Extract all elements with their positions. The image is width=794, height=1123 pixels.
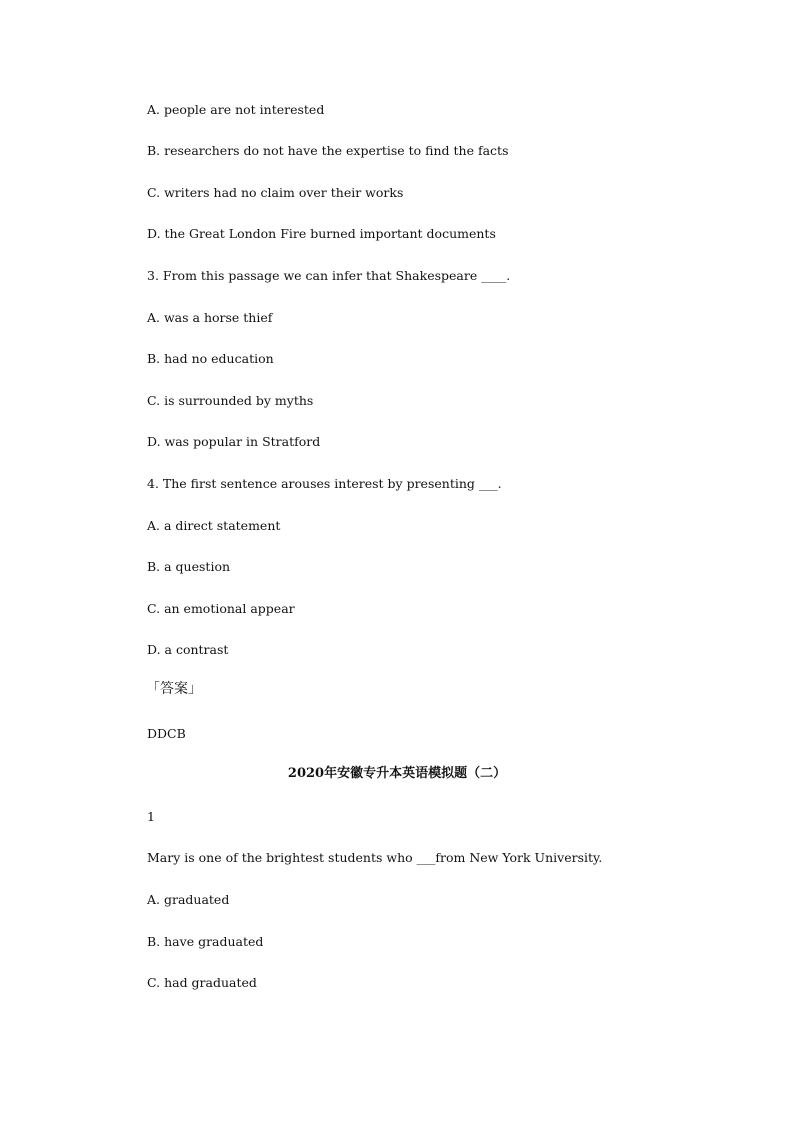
answer-label: 「答案」 [146,681,202,697]
q4-option-b: B. a question [147,559,231,574]
q3-option-c: C. is surrounded by myths [147,393,314,408]
q4-question: 4. The first sentence arouses interest by presenting ___. [147,476,502,491]
s2-q1-question: Mary is one of the brightest students who ___from New York University. [147,850,603,865]
q3-option-b: B. had no education [147,351,274,366]
q3-question: 3. From this passage we can infer that Shakespeare ____. [147,268,511,283]
s2-q1-option-b: B. have graduated [147,934,264,949]
q2-option-a: A. people are not interested [147,102,325,117]
answer-value: DDCB [147,726,186,741]
q4-option-a: A. a direct statement [147,518,281,533]
q3-option-a: A. was a horse thief [147,310,273,325]
s2-q1-option-a: A. graduated [147,892,230,907]
q3-option-d: D. was popular in Stratford [147,434,321,449]
s2-q1-option-c: C. had graduated [147,975,257,990]
section-title: 2020年安徽专升本英语模拟题（二） [287,766,507,781]
q2-option-b: B. researchers do not have the expertise to find the facts [147,143,509,158]
q2-option-d: D. the Great London Fire burned important documents [147,226,496,241]
question-number: 1 [147,809,155,824]
q4-option-c: C. an emotional appear [147,601,295,616]
q2-option-c: C. writers had no claim over their works [147,185,404,200]
q4-option-d: D. a contrast [147,642,229,657]
